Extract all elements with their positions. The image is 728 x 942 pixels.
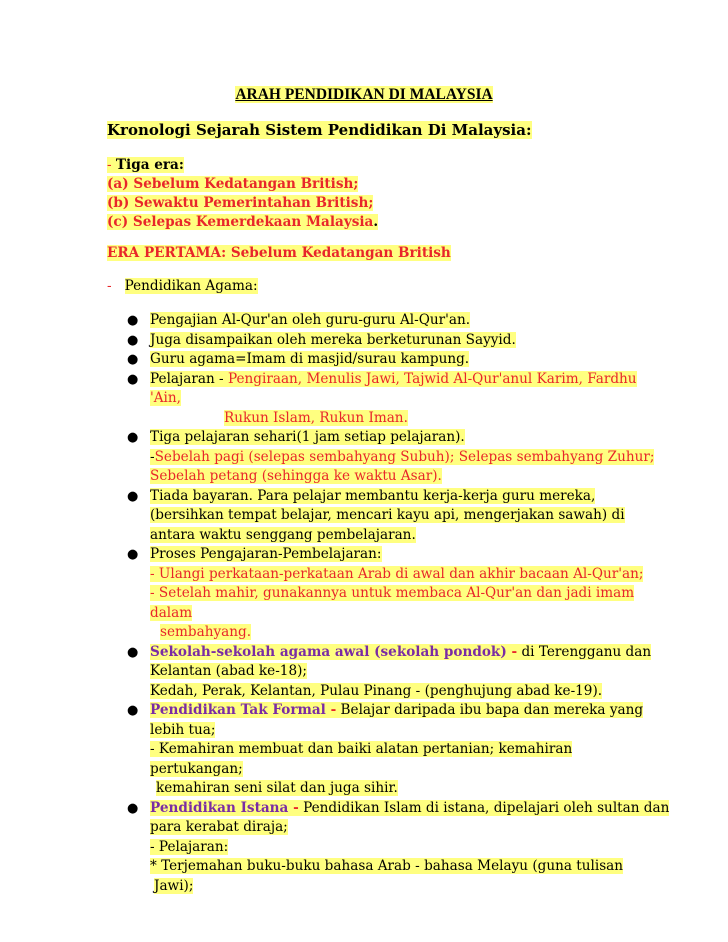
era-c: (c) Selepas Kemerdekaan Malaysia. — [107, 214, 379, 230]
bullet-icon: ● — [127, 313, 139, 328]
page-title — [0, 86, 728, 104]
list-item: ● Tiga pelajaran sehari(1 jam setiap pelajaran). -Sebelah pagi (selepas sembahyang Subuh); Selepas sembahyang Zuhur; Sebelah petang (sehingga ke waktu Asar). — [127, 429, 655, 484]
list-item: ● Pelajaran - Pengiraan, Menulis Jawi, Tajwid Al-Qur'anul Karim, Fardhu 'Ain, Rukun Islam, Rukun Iman. — [127, 370, 637, 426]
bullet-icon: ● — [127, 371, 139, 387]
era-b: (b) Sewaktu Pemerintahan British; — [107, 195, 374, 211]
bullet-icon: ● — [127, 488, 139, 504]
bullet-icon: ● — [127, 800, 139, 816]
subtitle — [107, 121, 532, 139]
list-item: ● Pendidikan Tak Formal - Belajar daripada ibu bapa dan mereka yang lebih tua; - Kemahiran membuat dan baiki alatan pertanian; kemahiran pertukangan; kemahiran seni silat dan juga sihir. — [127, 702, 644, 796]
bullet-list — [0, 311, 728, 896]
list-item: ● Proses Pengajaran-Pembelajaran: - Ulangi perkataan-perkataan Arab di awal dan akhir bacaan Al-Qur'an; - Setelah mahir, gunakannya untuk membaca Al-Qur'an dan jadi imam dalam sembahyang. — [127, 546, 644, 640]
subtitle-text: Kronologi Sejarah Sistem Pendidikan Di Malaysia: — [107, 121, 532, 139]
bullet-icon: ● — [127, 430, 139, 445]
pendidikan-agama-label: Pendidikan Agama: — [124, 278, 258, 294]
bullet-icon: ● — [127, 547, 139, 562]
list-item: ● Pengajian Al-Qur'an oleh guru-guru Al-Qur'an. — [0, 311, 728, 331]
pendidikan-agama-line: - Pendidikan Agama: — [107, 278, 258, 294]
eras-label-line: - Tiga era: — [107, 157, 184, 173]
bullet-icon: ● — [127, 644, 139, 660]
list-item: ● Guru agama=Imam di masjid/surau kampung. — [0, 350, 728, 370]
list-item: ● Sekolah-sekolah agama awal (sekolah pondok) - di Terengganu dan Kelantan (abad ke-18); Kedah, Perak, Kelantan, Pulau Pinang - (penghujung abad ke-19). — [127, 643, 652, 699]
list-item: ● Tiada bayaran. Para pelajar membantu kerja-kerja guru mereka, (bersihkan tempat belajar, mencari kayu api, mengerjakan sawah) di antara waktu senggang pembelajaran. — [127, 487, 625, 543]
list-item: ● Pendidikan Istana - Pendidikan Islam di istana, dipelajari oleh sultan dan para kerabat diraja; - Pelajaran: * Terjemahan buku-buku bahasa Arab - bahasa Melayu (guna tulisan Jawi); — [127, 799, 670, 894]
bullet-icon: ● — [127, 332, 139, 348]
era-a: (a) Sebelum Kedatangan British; — [107, 176, 359, 192]
era1-heading: ERA PERTAMA: Sebelum Kedatangan British — [107, 245, 451, 261]
title-text: ARAH PENDIDIKAN DI MALAYSIA — [235, 86, 493, 103]
bullet-icon: ● — [127, 352, 139, 367]
bullet-icon: ● — [127, 703, 139, 718]
list-item: ● Juga disampaikan oleh mereka berketurunan Sayyid. — [0, 331, 728, 351]
